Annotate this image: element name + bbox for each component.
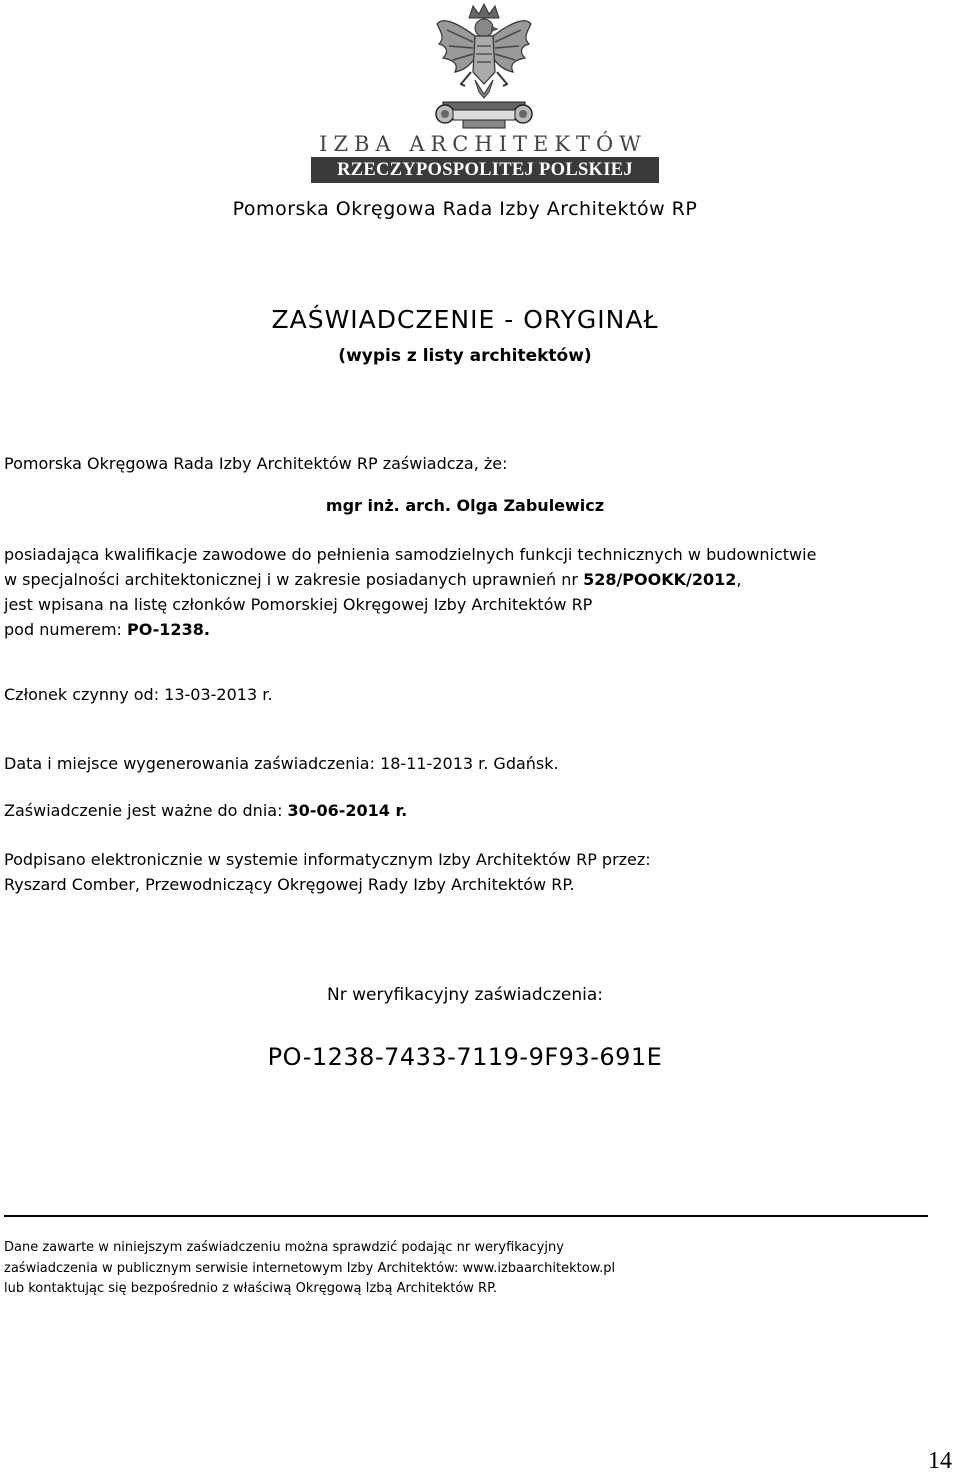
signature-line-2: Ryszard Comber, Przewodniczący Okręgowej Rady Izby Architektów RP. <box>4 875 575 894</box>
council-heading: Pomorska Okręgowa Rada Izby Architektów RP <box>232 198 698 220</box>
person-name: mgr inż. arch. Olga Zabulewicz <box>325 496 605 515</box>
validity-label: Zaświadczenie jest ważne do dnia: <box>4 801 288 820</box>
footer-line-1: Dane zawarte w niniejszym zaświadczeniu można sprawdzić podając nr weryfikacyjny <box>4 1240 564 1255</box>
page-number: 14 <box>928 1448 952 1474</box>
qualification-line-2 <box>4 570 742 589</box>
license-number: 528/POOKK/2012 <box>583 570 737 589</box>
footer-line-3: lub kontaktując się bezpośrednio z właściwą Okręgową Izbą Architektów RP. <box>4 1281 498 1296</box>
member-number: PO-1238. <box>127 620 210 639</box>
verification-code: PO-1238-7433-7119-9F93-691E <box>267 1043 663 1071</box>
active-since: Członek czynny od: 13-03-2013 r. <box>4 685 273 704</box>
generation-date-place: Data i miejsce wygenerowania zaświadczenia: 18-11-2013 r. Gdańsk. <box>4 754 559 773</box>
document-title: ZAŚWIADCZENIE - ORYGINAŁ <box>271 305 659 334</box>
chamber-country-band: RZECZYPOSPOLITEJ POLSKIEJ <box>311 157 659 183</box>
signature-line-1: Podpisano elektronicznie w systemie informatycznym Izby Architektów RP przez: <box>4 850 651 869</box>
validity-line <box>4 801 407 820</box>
member-number-line <box>4 620 210 639</box>
validity-date: 30-06-2014 r. <box>287 801 408 820</box>
chamber-logo <box>305 0 661 185</box>
footer-line-2: zaświadczenia w publicznym serwisie internetowym Izby Architektów: www.izbaarchitektow.pl <box>4 1261 616 1276</box>
chamber-name: IZBA ARCHITEKTÓW <box>319 132 647 156</box>
membership-line: jest wpisana na listę członków Pomorskiej Okręgowej Izby Architektów RP <box>4 595 593 614</box>
intro-line: Pomorska Okręgowa Rada Izby Architektów RP zaświadcza, że: <box>4 454 508 473</box>
qualification-line-1: posiadająca kwalifikacje zawodowe do pełnienia samodzielnych funkcji technicznych w budownictwie <box>4 545 817 564</box>
member-number-label: pod numerem: <box>4 620 128 639</box>
footer-divider <box>4 1215 928 1217</box>
verification-label: Nr weryfikacyjny zaświadczenia: <box>327 985 603 1005</box>
qualification-text: w specjalności architektonicznej i w zakresie posiadanych uprawnień nr <box>4 570 584 589</box>
document-subtitle: (wypis z listy architektów) <box>338 346 592 366</box>
polish-eagle-emblem-icon <box>429 2 539 130</box>
qualification-comma: , <box>736 570 742 589</box>
